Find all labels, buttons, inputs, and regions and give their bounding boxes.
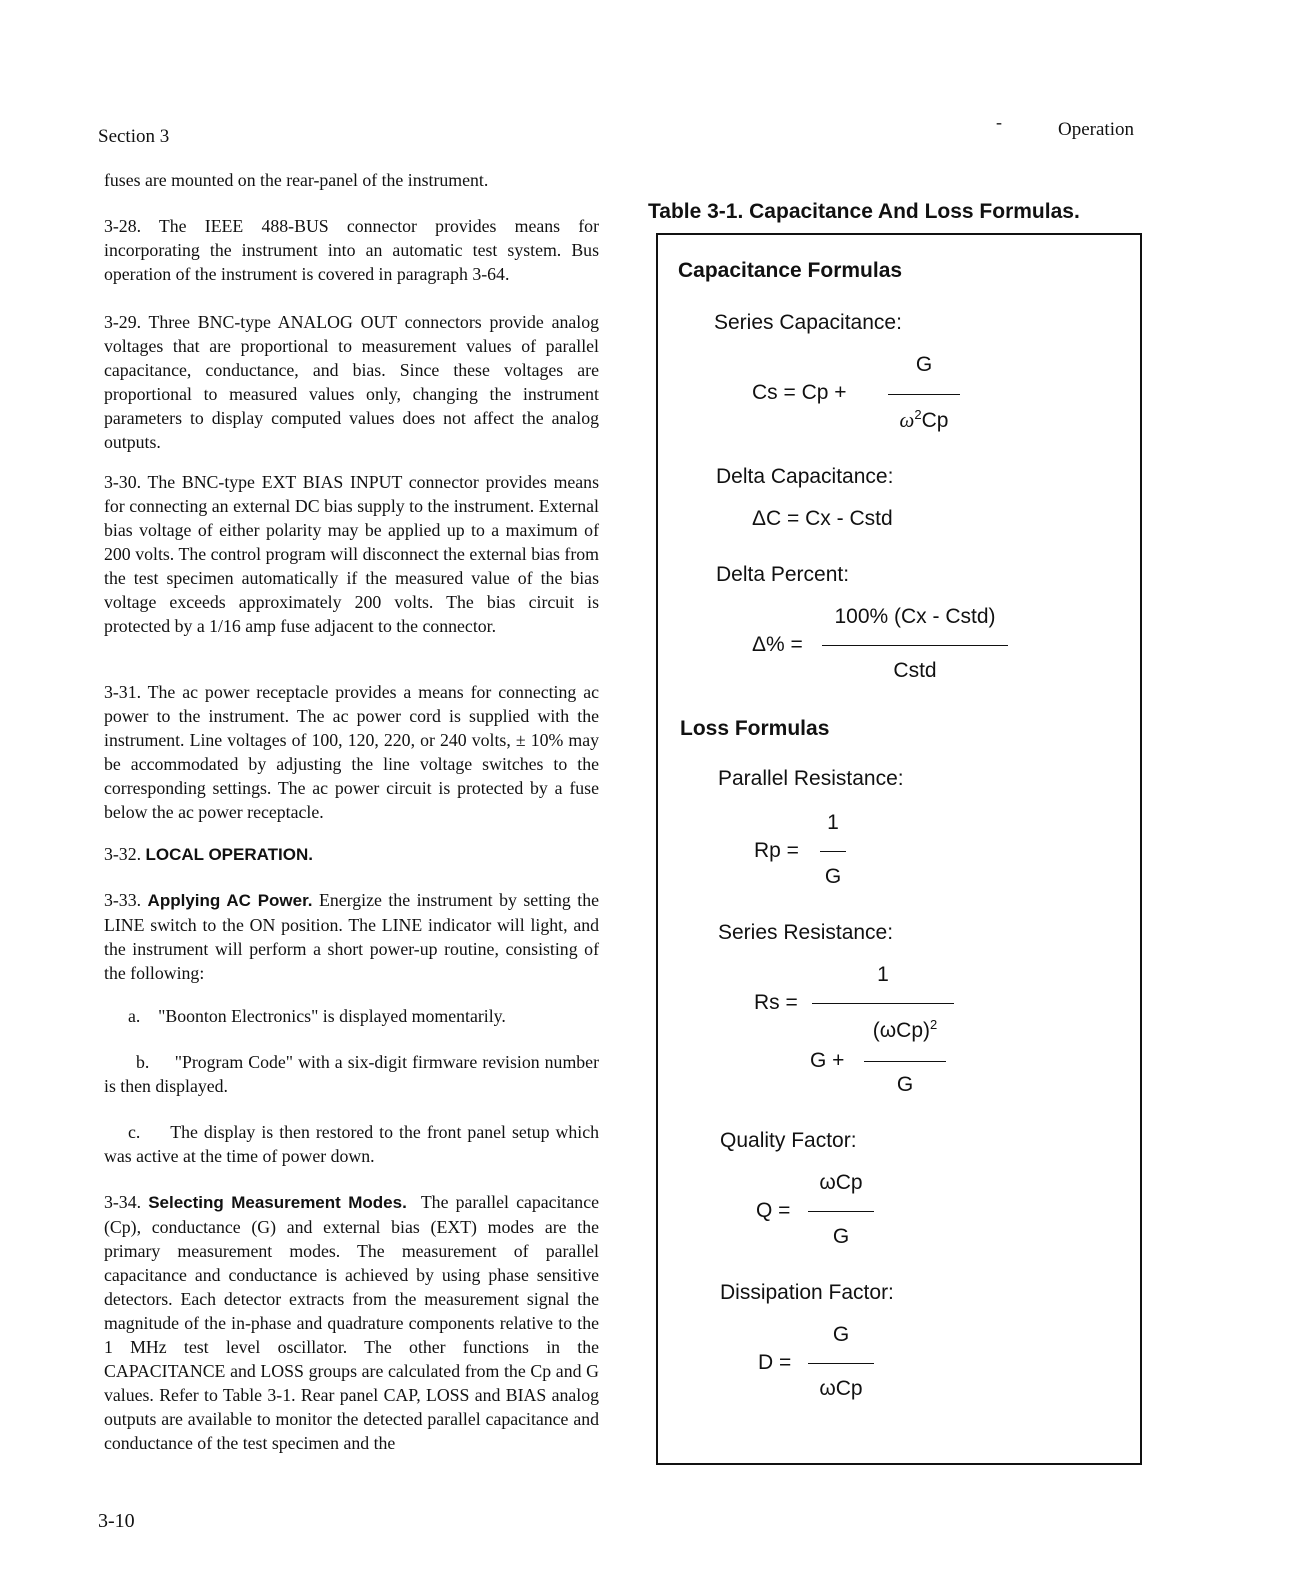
series-capacitance-label: Series Capacitance:	[714, 311, 902, 334]
header-dash: -	[996, 112, 1002, 132]
quality-factor-denominator: G	[832, 1225, 850, 1248]
chapter-label: Operation	[1058, 119, 1134, 140]
quality-factor-label: Quality Factor:	[720, 1129, 857, 1152]
paragraph-text: The parallel capacitance (Cp), conductance (G) and external bias (EXT) modes are the primary measurement modes. The measurement of parallel capacitance and conductance is achieved by using phase sensitive detectors. Each detector extracts from the measurement signal the magnitude of the in-phase and quadrature components relative to the 1 MHz test level oscillator. The other functions in the CAPACITANCE and LOSS groups are calculated from the Cp and G values. Refer to Table 3-1. Rear panel CAP, LOSS and BIAS analog outputs are available to monitor the detected parallel capacitance and conductance of the test specimen and the	[104, 1192, 599, 1453]
series-resistance-label: Series Resistance:	[718, 921, 894, 944]
series-resistance-numerator: 1	[877, 963, 889, 986]
paragraph-number: 3-32.	[104, 844, 142, 864]
quality-factor-numerator: ωCp	[819, 1171, 863, 1194]
list-label: c.	[128, 1122, 141, 1142]
quality-factor-fraction-bar	[808, 1211, 874, 1212]
heading-applying-ac-power: Applying AC Power.	[147, 891, 313, 910]
list-text: "Boonton Electronics" is displayed momentarily.	[158, 1006, 506, 1026]
paragraph-3-29: 3-29. Three BNC-type ANALOG OUT connectors provide analog voltages that are proportional to measurement values of parallel capacitance, conductance, and bias. Since these voltages are proportional to measured values only, changing the instrument parameters to display computed values does not affect the analog outputs.	[104, 312, 599, 452]
series-resistance-inner-fraction-bar	[864, 1061, 946, 1062]
dissipation-factor-label: Dissipation Factor:	[720, 1281, 894, 1304]
delta-capacitance-equation: ΔC = Cx - Cstd	[752, 507, 893, 530]
delta-capacitance-label: Delta Capacitance:	[716, 465, 894, 488]
list-text: "Program Code" with a six-digit firmware revision number is then displayed.	[104, 1052, 599, 1096]
series-capacitance-denominator: $\omega^2Cp$	[899, 407, 949, 432]
paragraph-fuses: fuses are mounted on the rear-panel of the instrument.	[104, 170, 489, 190]
series-resistance-inner-numerator: $(\omega Cp)^2$	[872, 1017, 938, 1042]
loss-formulas-heading: Loss Formulas	[680, 717, 830, 740]
paragraph-3-30: 3-30. The BNC-type EXT BIAS INPUT connector provides means for connecting an external DC bias supply to the instrument. External bias voltage of either polarity may be applied up to a maximum of 200 volts. The control program will disconnect the external bias from the test specimen automatically if the measured value of the bias voltage exceeds approximately 200 volts. The bias circuit is protected by a 1/16 amp fuse adjacent to the connector.	[104, 472, 599, 636]
heading-selecting-measurement-modes: Selecting Measurement Modes.	[148, 1193, 407, 1212]
list-item-c	[104, 1120, 599, 1168]
delta-percent-numerator: 100% (Cx - Cstd)	[834, 605, 996, 628]
series-resistance-main-fraction-bar	[812, 1003, 954, 1004]
parallel-resistance-numerator: 1	[827, 811, 839, 834]
paragraph-3-34	[104, 1190, 599, 1455]
delta-percent-lhs: Δ% =	[752, 633, 803, 656]
delta-percent-denominator: Cstd	[893, 659, 937, 682]
paragraph-text: Energize the instrument by setting the LINE switch to the ON position. The LINE indicator will light, and the instrument will perform a short power-up routine, consisting of the following:	[104, 890, 599, 983]
list-label: b.	[136, 1052, 150, 1072]
series-resistance-inner-denominator: G	[896, 1073, 914, 1096]
table-title: Table 3-1. Capacitance And Loss Formulas.	[648, 200, 1080, 223]
delta-percent-fraction-bar	[822, 645, 1008, 646]
dissipation-factor-numerator: G	[832, 1323, 850, 1346]
capacitance-formulas-heading: Capacitance Formulas	[678, 259, 903, 282]
dissipation-factor-denominator: ωCp	[819, 1377, 863, 1400]
paragraph-3-31: 3-31. The ac power receptacle provides a means for connecting ac power to the instrument. The ac power cord is supplied with the instrument. Line voltages of 100, 120, 220, or 240 volts, ± 10% may be accommodated by adjusting the line voltage switches to the corresponding settings. The ac power circuit is protected by a fuse below the ac power receptacle.	[104, 682, 599, 822]
series-capacitance-lhs: Cs = Cp +	[752, 381, 847, 404]
parallel-resistance-denominator: G	[824, 865, 842, 888]
paragraph-3-33	[104, 888, 599, 985]
list-item-a	[104, 1004, 599, 1028]
section-label: Section 3	[98, 126, 170, 147]
quality-factor-lhs: Q =	[756, 1199, 791, 1222]
list-text: The display is then restored to the front panel setup which was active at the time of power down.	[104, 1122, 599, 1166]
series-capacitance-numerator: G	[915, 353, 933, 376]
list-item-b	[104, 1050, 599, 1098]
list-label: a.	[128, 1006, 141, 1026]
paragraph-3-28: 3-28. The IEEE 488-BUS connector provides means for incorporating the instrument into an automatic test system. Bus operation of the instrument is covered in paragraph 3-64.	[104, 216, 599, 284]
formula-table	[656, 233, 1142, 1465]
page-number: 3-10	[98, 1510, 135, 1532]
dissipation-factor-fraction-bar	[808, 1363, 874, 1364]
parallel-resistance-fraction-bar	[820, 851, 846, 852]
paragraph-number: 3-33.	[104, 890, 142, 910]
paragraph-number: 3-34.	[104, 1192, 142, 1212]
dissipation-factor-lhs: D =	[758, 1351, 792, 1374]
series-capacitance-fraction-bar	[888, 394, 960, 395]
delta-percent-label: Delta Percent:	[716, 563, 850, 586]
paragraph-3-32	[104, 842, 599, 867]
parallel-resistance-label: Parallel Resistance:	[718, 767, 904, 790]
heading-local-operation: LOCAL OPERATION.	[145, 845, 313, 864]
series-resistance-inner-lhs: G +	[810, 1049, 845, 1072]
series-resistance-lhs: Rs =	[754, 991, 798, 1014]
parallel-resistance-lhs: Rp =	[754, 839, 799, 862]
